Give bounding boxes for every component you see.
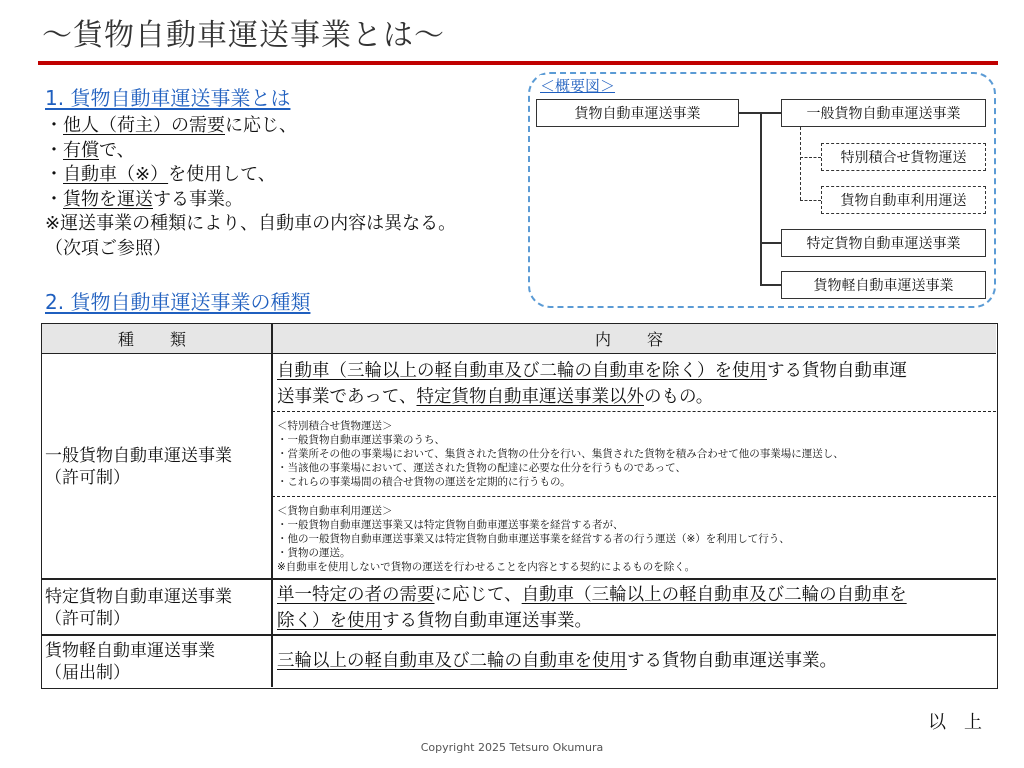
content-special-consolidation: [273, 419, 844, 489]
subrow-divider: [272, 411, 996, 412]
header-content: 内 容: [272, 324, 996, 354]
connector-dashed: [800, 127, 801, 200]
content-line: ・これらの事業場間の積合せ貨物の運送を定期的に行うもの。: [277, 476, 571, 488]
kind-light: [42, 640, 215, 684]
header-kind: 種 類: [42, 324, 272, 354]
subrow-divider: [272, 496, 996, 497]
connector-line: [760, 284, 781, 286]
bullet-item: ・他人（荷主）の需要に応じ、: [45, 115, 297, 136]
diagram-special-consolidation-box: 特別積合せ貨物運送: [821, 143, 986, 171]
kind-name: 一般貨物自動車運送事業: [45, 446, 232, 466]
diagram-usage-transport-box: 貨物自動車利用運送: [821, 186, 986, 214]
section2-heading: 2. 貨物自動車運送事業の種類: [45, 290, 311, 314]
content-light: [273, 648, 837, 674]
content-line: ・一般貨物自動車運送事業のうち、: [277, 434, 445, 446]
content-text: する貨物自動車運: [767, 361, 907, 381]
business-types-table: [41, 323, 998, 689]
connector-line: [760, 242, 781, 244]
connector-dashed: [800, 157, 821, 158]
content-line: ＜貨物自動車利用運送＞: [277, 505, 393, 517]
content-text: する貨物自動車運送事業。: [382, 611, 592, 631]
content-line: ・営業所その他の事業場において、集貨された貨物の仕分を行い、集貨された貨物を積み合わせて他の事業場に運送し、: [277, 448, 844, 460]
page-title: ～貨物自動車運送事業とは～: [42, 18, 445, 53]
bullet-item: ・貨物を運送する事業。: [45, 188, 243, 210]
kind-permit: （許可制）: [45, 468, 130, 488]
content-general-main: [273, 358, 907, 410]
content-text: 自動車（三輪以上の軽自動車及び二輪の自動車を除く）を使用: [277, 361, 767, 381]
kind-name: 特定貨物自動車運送事業: [45, 587, 232, 607]
row-divider: [42, 578, 996, 580]
content-text: のもの。: [643, 387, 714, 407]
content-text: 単一特定の者の需要: [277, 585, 435, 605]
diagram-general-box: 一般貨物自動車運送事業: [781, 99, 986, 127]
kind-specific: [42, 586, 232, 630]
closing-mark: 以 上: [928, 712, 982, 733]
diagram-light-box: 貨物軽自動車運送事業: [781, 271, 986, 299]
content-text: 三輪以上の軽自動車及び二輪の自動車を使用: [277, 651, 627, 671]
note-line: （次項ご参照）: [45, 237, 171, 259]
section1-heading: 1. 貨物自動車運送事業とは: [45, 86, 291, 110]
content-line: ※自動車を使用しないで貨物の運送を行わせることを内容とする契約によるものを除く。: [277, 561, 696, 573]
content-line: ・貨物の運送。: [277, 547, 351, 559]
content-line: ・一般貨物自動車運送事業又は特定貨物自動車運送事業を経営する者が、: [277, 519, 624, 531]
content-line: ＜特別積合せ貨物運送＞: [277, 420, 393, 432]
content-line: ・他の一般貨物自動車運送事業又は特定貨物自動車運送事業を経営する者の行う運送（※）を利用して行う、: [277, 533, 790, 545]
note-line: ※運送事業の種類により、自動車の内容は異なる。: [45, 213, 457, 234]
content-text: 自動車（三輪以上の軽自動車及び二輪の自動車を: [521, 585, 907, 605]
definition-bullets: [45, 114, 456, 261]
connector-dashed: [800, 200, 821, 201]
bullet-item: ・自動車（※）を使用して、: [45, 164, 276, 185]
diagram-root-box: 貨物自動車運送事業: [536, 99, 739, 127]
row-divider: [42, 634, 996, 636]
connector-line: [760, 112, 762, 285]
bullet-item: ・有償で、: [45, 139, 135, 161]
content-line: ・当該他の事業場において、運送された貨物の配達に必要な仕分を行うものであって、: [277, 462, 686, 474]
content-text: に応じて、: [434, 585, 522, 605]
content-text: 除く）を使用: [277, 611, 382, 631]
kind-general: [42, 445, 232, 489]
content-usage-transport: [273, 504, 790, 574]
content-specific: [273, 582, 907, 634]
content-text: 送事業であって、: [277, 387, 417, 407]
diagram-specific-box: 特定貨物自動車運送事業: [781, 229, 986, 257]
title-divider: [38, 61, 998, 65]
kind-permit: （届出制）: [45, 663, 130, 683]
diagram-label: ＜概要図＞: [540, 77, 616, 95]
kind-name: 貨物軽自動車運送事業: [45, 641, 215, 661]
kind-permit: （許可制）: [45, 609, 130, 629]
content-text: 特定貨物自動車運送事業以外: [416, 387, 644, 407]
copyright-text: Copyright 2025 Tetsuro Okumura: [420, 741, 604, 754]
content-text: する貨物自動車運送事業。: [627, 651, 837, 671]
